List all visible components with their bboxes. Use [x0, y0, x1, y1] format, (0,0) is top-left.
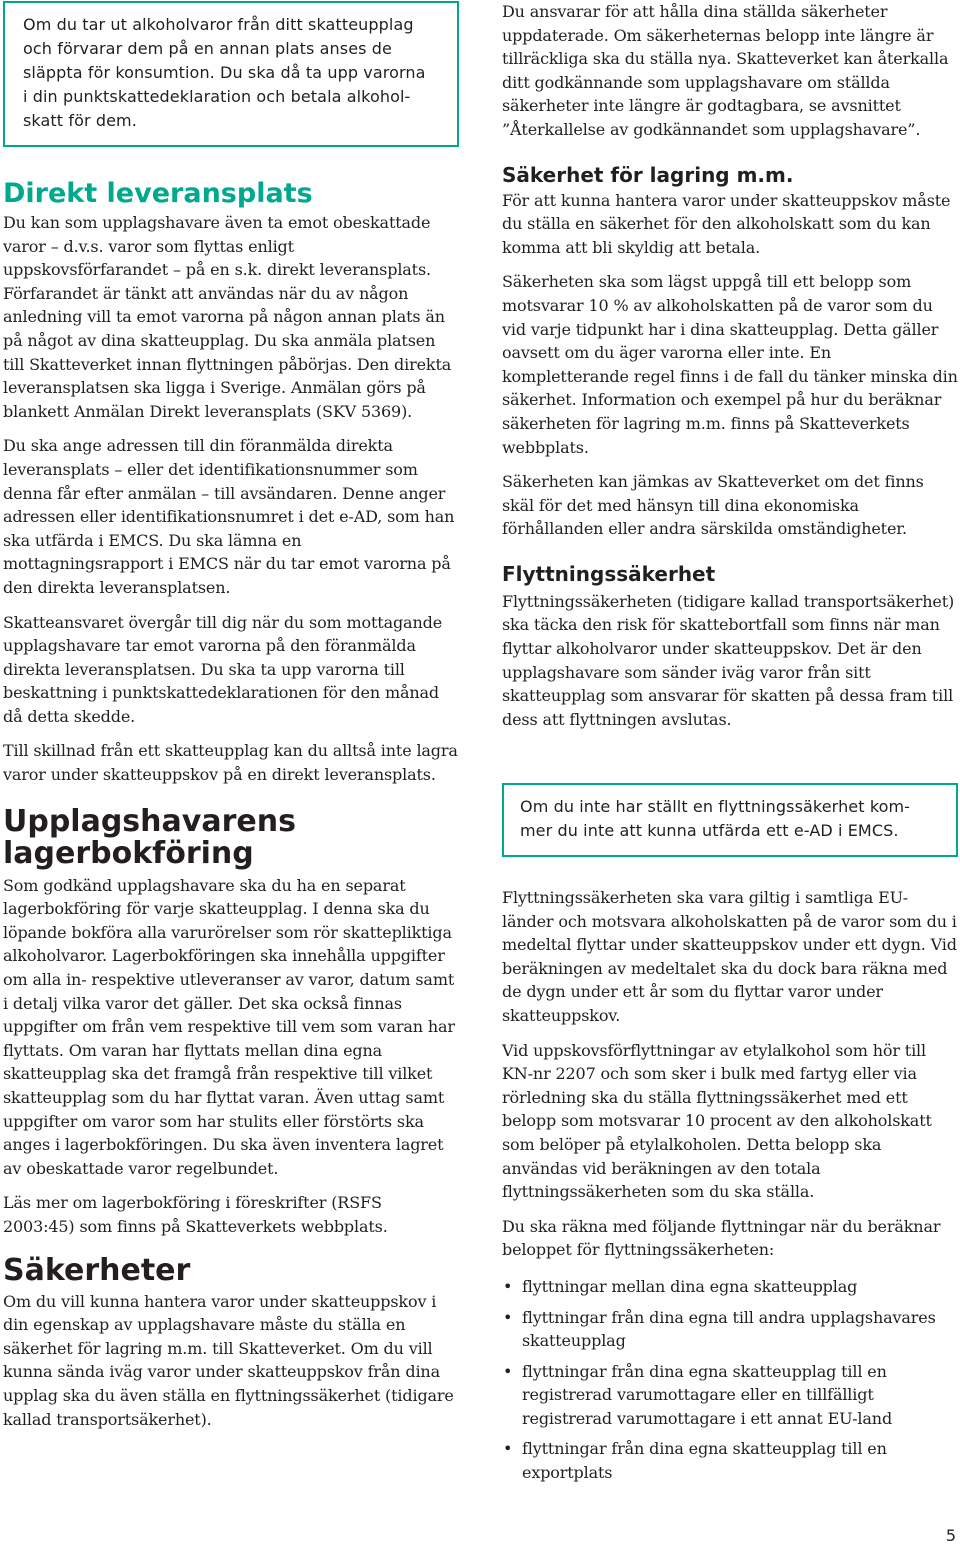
paragraph: Om du vill kunna hantera varor under skatteuppskov i din egenskap av upplagshavare måste du ställa en säkerhet för lagring m.m. till Skatteverket. Om du vill kunna sända iväg varor under skatteuppskov från dina upplag ska du även ställa en flyttningssäkerhet (tidigare kallad transportsäkerhet). — [3, 1291, 454, 1429]
paragraph: Flyttningssäkerheten (tidigare kallad transportsäkerhet) ska täcka den risk för skattebortfall som finns när man flyttar alkoholvaror under skatteuppskov. Det är den upplagshavare som sänder iväg varor från sitt skatteupplag som ansvarar för skatten på dessa fram till dess att flyttningen avslutas. — [502, 591, 955, 729]
right-column — [502, 0, 958, 1546]
box-line: släppta för konsumtion. Du ska då ta upp varorna — [23, 63, 426, 82]
heading-lagerbokforing: Upplagshavarens lagerbokföring — [3, 803, 296, 871]
bullet-list — [502, 1275, 958, 1485]
paragraph: För att kunna hantera varor under skatteuppskov måste du ställa en säkerhet för den alkoholskatt som du kan komma att bli skyldig att betala. — [502, 190, 951, 257]
list-item: • flyttningar mellan dina egna skatteupplag — [502, 1275, 958, 1299]
heading-direkt-leveransplats: Direkt leveransplats — [3, 178, 313, 209]
list-item: • flyttningar från dina egna skatteupplag till en exportplats — [502, 1437, 958, 1484]
paragraph: Säkerheten kan jämkas av Skatteverket om det finns skäl för det med hänsyn till dina ekonomiska förhållanden eller andra särskilda omständigheter. — [502, 472, 924, 539]
paragraph: Du ska räkna med följande flyttningar när du beräknar beloppet för flyttningssäkerheten: — [502, 1216, 941, 1260]
box-line: mer du inte att kunna utfärda ett e-AD i EMCS. — [520, 821, 899, 840]
info-box-flyttningssakerhet — [502, 783, 958, 857]
paragraph: Som godkänd upplagshavare ska du ha en separat lagerbokföring för varje skatteupplag. I denna ska du löpande bokföra alla varurörelser som rör skattepliktiga alkoholvaror. Lagerbokföringen ska innehålla uppgifter om alla in- respektive utleveranser av varor, datum samt i detalj vilka varor det gäller. Det ska också finnas uppgifter om från vem respektive till vem som varan har flyttats. Om varan har flyttats mellan dina egna skatteupplag ska det framgå från respektive till vilket skatteupplag som du har flyttat varan. Även uttag samt uppgifter om varor som har stulits eller förstörts ska anges i lagerbokföringen. Du ska även inventera lagret av obeskattade varor regelbundet. — [3, 875, 455, 1178]
box-line: Om du inte har ställt en flyttningssäkerhet kom- — [520, 797, 911, 816]
paragraph: Vid uppskovsförflyttningar av etylalkohol som hör till KN-nr 2207 och som sker i bulk med fartyg eller via rörledning ska du ställa flyttningssäkerhet med ett belopp som motsvarar 10 procent av den alkoholskatt som belöper på etylalkoholen. Detta belopp ska användas vid beräkningen av den totala flyttningssäkerheten som du ska ställa. — [502, 1040, 932, 1202]
box-line: skatt för dem. — [23, 111, 137, 130]
paragraph: Läs mer om lagerbokföring i föreskrifter (RSFS 2003:45) som finns på Skatteverkets webbplats. — [3, 1193, 388, 1236]
list-item: • flyttningar från dina egna till andra upplagshavares skatteupplag — [502, 1306, 958, 1353]
paragraph: Du ska ange adressen till din föranmälda direkta leveransplats – eller det identifikationsnummer som denna får efter anmälan – till avsändaren. Denne anger adressen eller identifikationsnumret i det e-AD, som han ska utfärda i EMCS. Du ska lämna en mottagningsrapport i EMCS när du tar emot varorna på den direkta leveransplatsen. — [3, 436, 455, 597]
box-line: Om du tar ut alkoholvaror från ditt skatteupplag — [23, 15, 414, 34]
heading-flyttningssakerhet: Flyttningssäkerhet — [502, 561, 716, 586]
paragraph: Säkerheten ska som lägst uppgå till ett belopp som motsvarar 10 % av alkoholskatten på de varor som du vid varje tidpunkt har i dina skatteupplag. Detta gäller oavsett om du äger varorna eller inte. En kompletterande regel finns i de fall du tänker minska din säkerhet. Information och exempel på hur du beräknar säkerheten för lagring m.m. finns på Skatteverkets webbplats. — [502, 272, 958, 457]
page-number: 5 — [945, 1526, 956, 1545]
paragraph: Du ansvarar för att hålla dina ställda säkerheter uppdaterade. Om säkerheternas belopp inte längre är tillräckliga ska du ställa nya. Skatteverket kan återkalla ditt godkännande som upplagshavare om ställda säkerheter inte längre är godtagbara, se avsnittet ”Återkallelse av godkännandet som upplagshavare”. — [502, 2, 949, 139]
heading-sakerheter: Säkerheter — [3, 1252, 191, 1288]
list-item: • flyttningar från dina egna skatteupplag till en registrerad varumottagare eller en tillfälligt registrerad varumottagare i ett annat EU-land — [502, 1360, 958, 1431]
heading-sakerhet-lagring: Säkerhet för lagring m.m. — [502, 162, 794, 187]
paragraph: Skatteansvaret övergår till dig när du som mottagande upplagshavare tar emot varorna på den föranmälda direkta leveransplatsen. Du ska ta upp varorna till beskattning i punktskattedeklarationen för den månad då detta skedde. — [3, 612, 443, 726]
paragraph: Du kan som upplagshavare även ta emot obeskattade varor – d.v.s. varor som flyttas enligt uppskovsförfarandet – på en s.k. direkt leveransplats. Förfarandet är tänkt att användas när du av någon anledning vill ta emot varorna på någon annan plats än på något av dina skatteupplag. Du ska anmäla platsen till Skatteverket innan flyttningen påbörjas. Den direkta leveransplatsen ska ligga i Sverige. Anmälan görs på blankett Anmälan Direkt leveransplats (SKV 5369). — [3, 213, 452, 421]
left-column — [3, 0, 458, 1431]
box-line: och förvarar dem på en annan plats anses de — [23, 39, 392, 58]
box-line: i din punktskattedeklaration och betala alkohol- — [23, 87, 411, 106]
paragraph: Till skillnad från ett skatteupplag kan du alltså inte lagra varor under skatteuppskov på en direkt leveransplats. — [3, 741, 458, 785]
paragraph: Flyttningssäkerheten ska vara giltig i samtliga EU-länder och motsvara alkoholskatten på de varor som du i medeltal flyttar under skatteuppskov under ett dygn. Vid beräkningen av medeltalet ska du dock bara räkna med de dygn under ett år som du flyttar varor under skatteuppskov. — [502, 888, 957, 1025]
info-box-consumption — [3, 1, 459, 147]
